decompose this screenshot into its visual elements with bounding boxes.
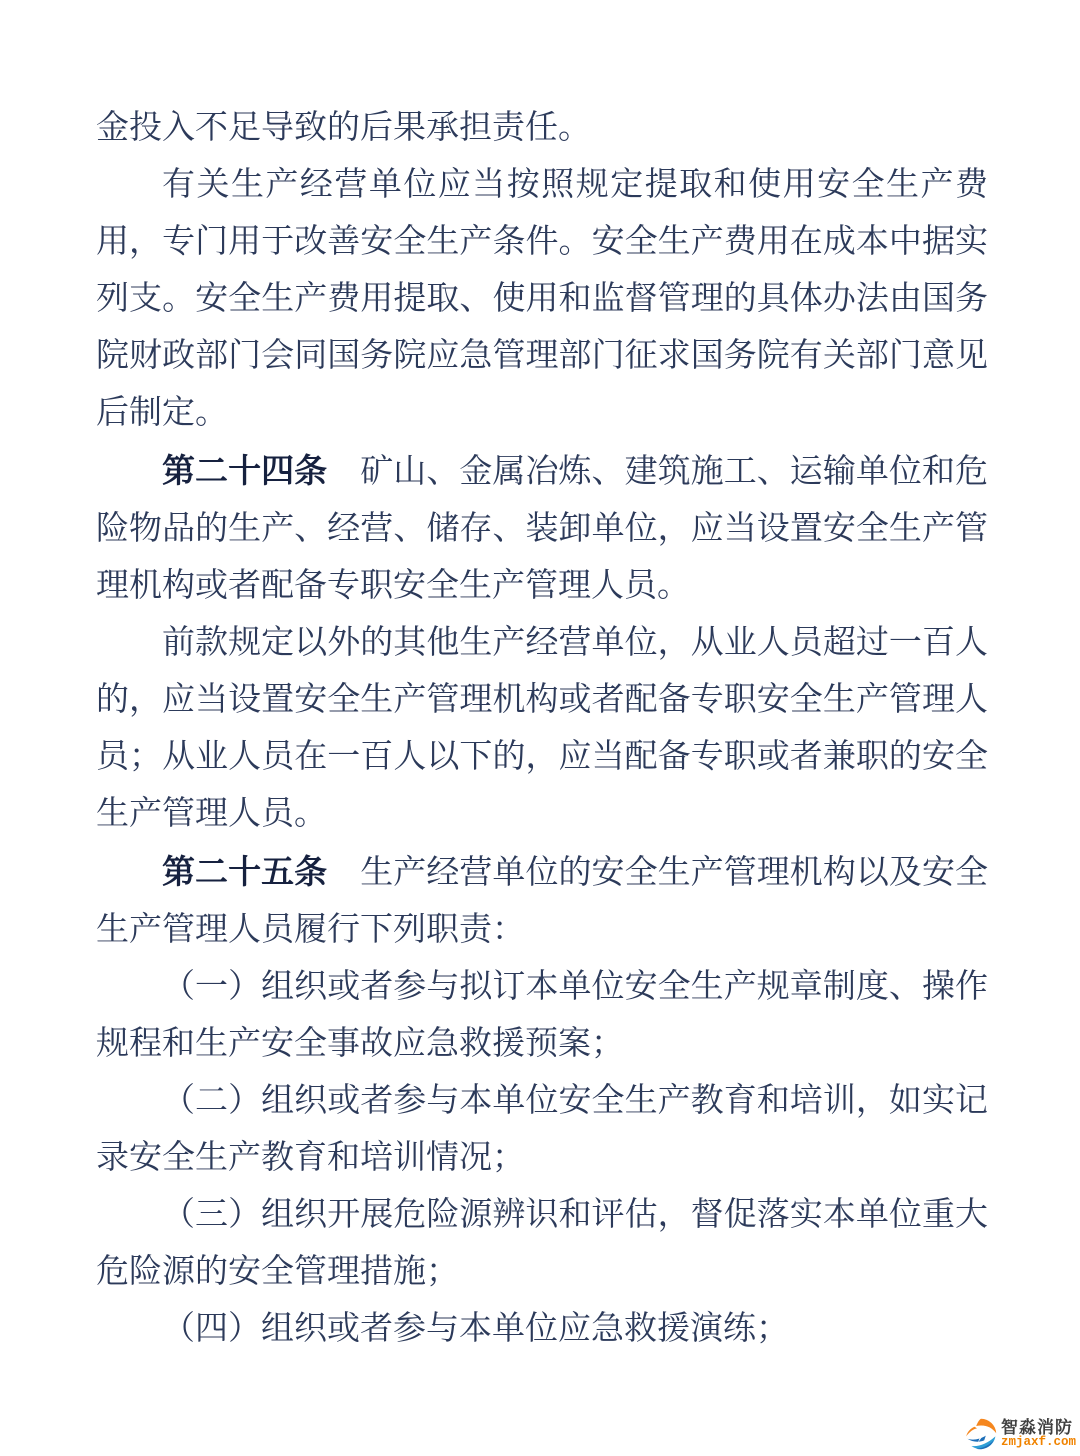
paragraph-text: （一）组织或者参与拟订本单位安全生产规章制度、操作规程和生产安全事故应急救援预案；	[96, 969, 988, 1062]
watermark-text	[1001, 1419, 1076, 1450]
paragraph-text: 有关生产经营单位应当按照规定提取和使用安全生产费用，专门用于改善安全生产条件。安全生产费用在成本中据实列支。安全生产费用提取、使用和监督管理的具体办法由国务院财政部门会同国务院应急管理部门征求国务院有关部门意见后制定。	[96, 167, 988, 431]
paragraph-text: （四）组织或者参与本单位应急救援演练；	[162, 1311, 789, 1347]
paragraph-text: （三）组织开展危险源辨识和评估，督促落实本单位重大危险源的安全管理措施；	[96, 1197, 988, 1290]
article-number: 第二十四条	[162, 452, 328, 489]
watermark-domain: zmjaxf.com	[1000, 1435, 1076, 1450]
paragraph-text: 前款规定以外的其他生产经营单位，从业人员超过一百人的，应当设置安全生产管理机构或者配备专职安全生产管理人员；从业人员在一百人以下的，应当配备专职或者兼职的安全生产管理人员。	[96, 625, 988, 832]
paragraph	[96, 1073, 988, 1187]
paragraph-text: 金投入不足导致的后果承担责任。	[96, 110, 591, 146]
paragraph	[96, 959, 988, 1073]
paragraph-text: 生产经营单位的安全生产管理机构以及安全生产管理人员履行下列职责：	[96, 855, 989, 948]
paragraph-text: 矿山、金属冶炼、建筑施工、运输单位和危险物品的生产、经营、储存、装卸单位，应当设置安全生产管理机构或者配备专职安全生产管理人员。	[96, 454, 989, 604]
paragraph-text: （二）组织或者参与本单位安全生产教育和培训，如实记录安全生产教育和培训情况；	[96, 1083, 988, 1176]
watermark	[965, 1418, 1076, 1450]
paragraph	[96, 843, 988, 959]
watermark-brand-name: 智淼消防	[1000, 1417, 1073, 1437]
zhimiao-fire-logo-icon	[965, 1418, 997, 1450]
paragraph	[96, 442, 988, 615]
paragraph	[96, 615, 988, 843]
paragraph	[96, 1187, 988, 1301]
document-body	[96, 100, 988, 1358]
paragraph	[96, 100, 988, 157]
paragraph	[96, 157, 988, 442]
paragraph	[96, 1301, 988, 1358]
article-number: 第二十五条	[162, 853, 328, 890]
